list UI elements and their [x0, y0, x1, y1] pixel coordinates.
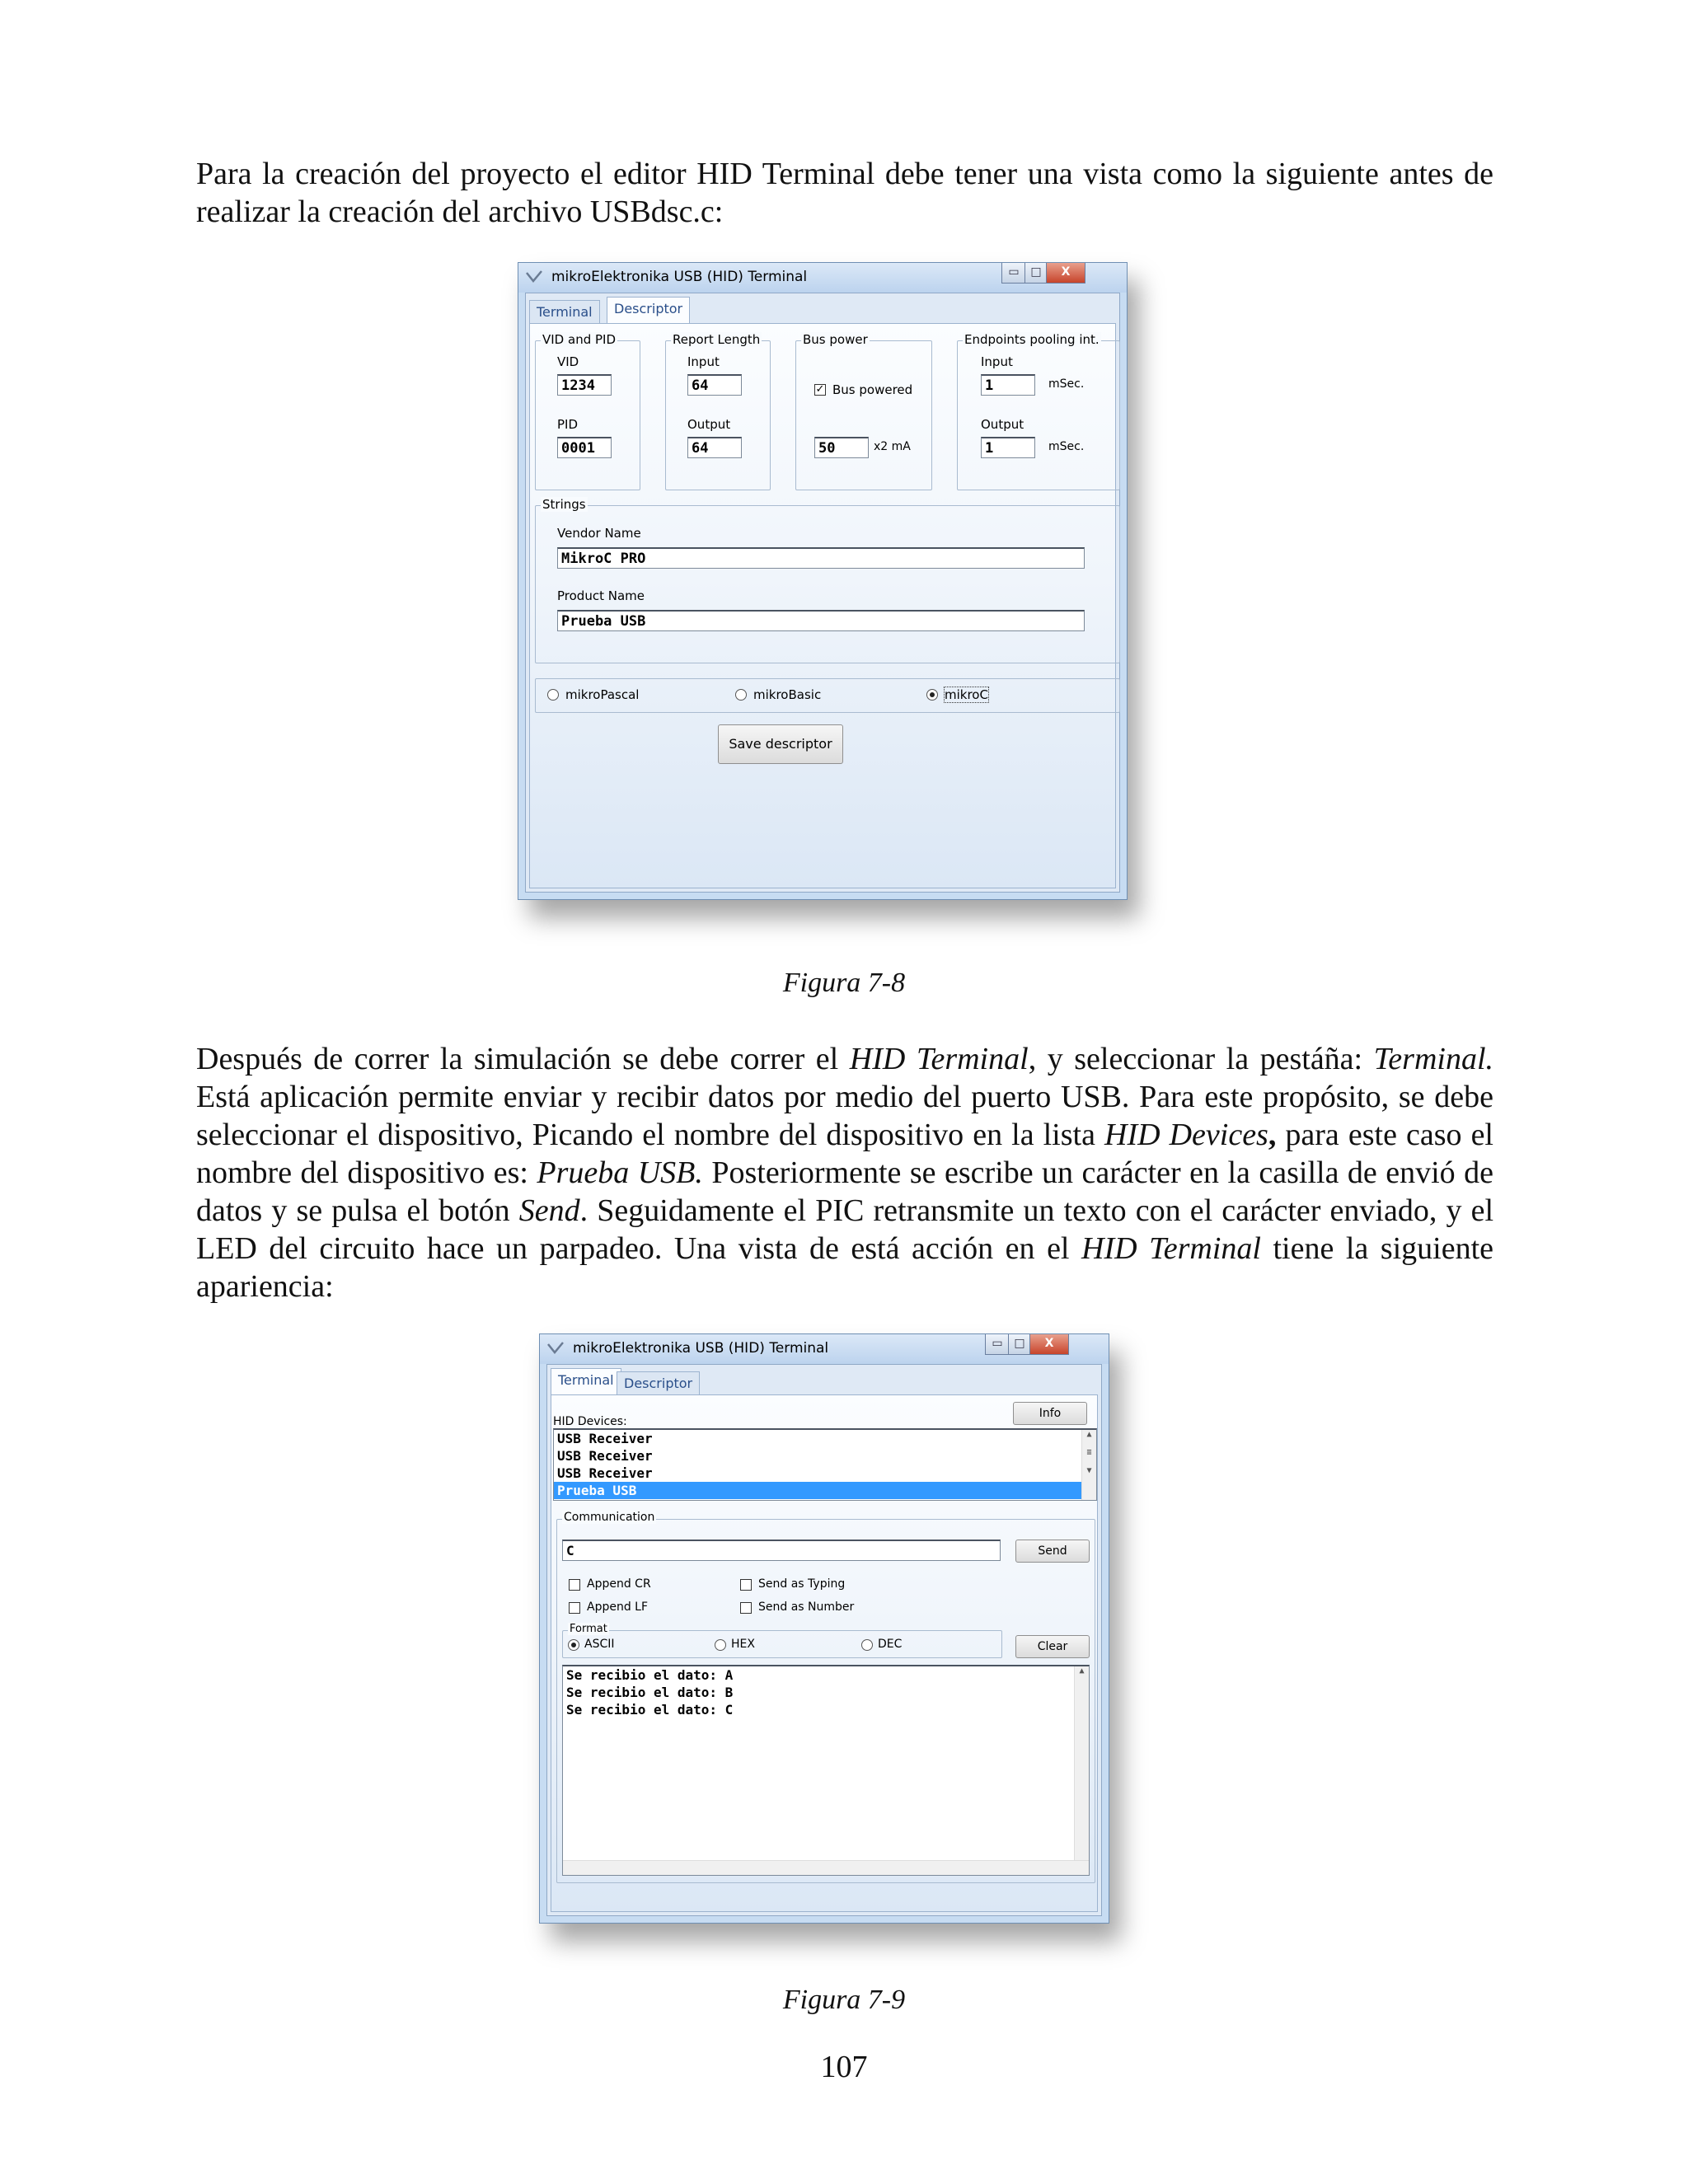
tab-descriptor[interactable]: Descriptor	[607, 297, 690, 325]
radio-dec[interactable]	[861, 1639, 873, 1651]
append-lf-checkbox[interactable]	[569, 1602, 580, 1614]
vid-label: VID	[557, 354, 579, 369]
language-group	[535, 678, 1120, 713]
pid-input[interactable]: 0001	[557, 437, 612, 458]
para-text: Después de correr la simulación se debe correr el	[196, 1042, 850, 1076]
bus-power-unit: x2 mA	[874, 440, 911, 453]
close-button[interactable]: X	[1046, 263, 1085, 284]
send-as-number-label: Send as Number	[758, 1601, 855, 1614]
append-lf-label: Append LF	[587, 1601, 649, 1614]
vid-input[interactable]: 1234	[557, 374, 612, 396]
report-length-group	[665, 332, 771, 490]
para-emphasis: HID Devices	[1104, 1118, 1268, 1152]
log-line: Se recibio el dato: A	[566, 1667, 734, 1683]
communication-group-label: Communication	[564, 1511, 655, 1524]
close-button[interactable]: X	[1029, 1334, 1069, 1355]
hid-devices-label: HID Devices:	[553, 1415, 627, 1428]
maximize-button[interactable]: □	[1025, 263, 1048, 284]
report-output-field[interactable]: 64	[687, 437, 742, 458]
list-item[interactable]: USB Receiver	[557, 1431, 653, 1446]
tab-terminal[interactable]: Terminal	[551, 1368, 621, 1396]
log-line: Se recibio el dato: B	[566, 1685, 734, 1700]
vendor-name-input[interactable]: MikroC PRO	[557, 547, 1085, 569]
append-cr-label: Append CR	[587, 1577, 651, 1591]
clear-button[interactable]: Clear	[1015, 1635, 1090, 1658]
terminal-window	[539, 1333, 1109, 1924]
label-dec: DEC	[878, 1638, 903, 1651]
label-mikrobasic: mikroBasic	[753, 687, 822, 702]
vertical-scrollbar[interactable]: ▲	[1074, 1666, 1089, 1860]
append-cr-checkbox[interactable]	[569, 1579, 580, 1591]
report-output-label: Output	[687, 417, 731, 432]
descriptor-window	[518, 262, 1128, 900]
para-emphasis: Prueba USB.	[537, 1155, 703, 1190]
horizontal-scrollbar[interactable]	[563, 1860, 1089, 1875]
bus-power-group-label: Bus power	[803, 332, 868, 347]
format-group	[562, 1623, 1002, 1658]
report-input-label: Input	[687, 354, 720, 369]
intro-paragraph: Para la creación del proyecto el editor HID Terminal debe tener una vista como la siguiente antes de realizar la creación del archivo USBdsc.c:	[196, 157, 1493, 229]
para-emphasis: HID Terminal	[849, 1042, 1029, 1076]
app-icon	[546, 1341, 565, 1356]
label-ascii: ASCII	[584, 1638, 615, 1651]
app-icon	[525, 269, 543, 284]
descriptor-panel	[529, 323, 1116, 888]
title-bar	[540, 1334, 1109, 1364]
tab-descriptor[interactable]: Descriptor	[617, 1371, 700, 1395]
send-as-typing-checkbox[interactable]	[740, 1579, 752, 1591]
send-button[interactable]: Send	[1015, 1540, 1090, 1563]
strings-group-label: Strings	[542, 497, 586, 512]
bus-powered-label: Bus powered	[832, 382, 913, 397]
label-mikropascal: mikroPascal	[565, 687, 640, 702]
window-client	[525, 293, 1120, 893]
para-text: , y seleccionar la pestáña:	[1028, 1042, 1374, 1076]
communication-group	[556, 1511, 1095, 1883]
send-as-number-checkbox[interactable]	[740, 1602, 752, 1614]
para-emphasis: Send	[518, 1193, 580, 1228]
radio-mikrobasic[interactable]	[735, 689, 747, 701]
vendor-name-label: Vendor Name	[557, 526, 641, 541]
radio-mikroc[interactable]	[926, 689, 938, 701]
para-text: . Seguidamente el PIC retransmite un texto con el carácter enviado, y el LED del circuito hace un parpadeo. Una vista de está acción en el	[196, 1193, 1494, 1266]
hid-devices-list[interactable]	[553, 1428, 1097, 1501]
radio-hex[interactable]	[715, 1639, 726, 1651]
ep-input-field[interactable]: 1	[981, 374, 1035, 396]
title-bar	[518, 263, 1127, 293]
radio-ascii[interactable]	[568, 1639, 579, 1651]
minimize-button[interactable]: ▭	[1001, 263, 1026, 284]
para-emphasis: Terminal.	[1373, 1042, 1493, 1076]
label-mikroc: mikroC	[945, 687, 988, 702]
para-text: Posteriormente se escribe un carácter en la casilla de envió de datos y se pulsa el botón	[196, 1155, 1493, 1228]
para-emphasis: HID Terminal	[1081, 1231, 1261, 1266]
figure-caption-7-8: Figura 7-8	[782, 968, 906, 998]
page-number: 107	[820, 2050, 868, 2084]
ep-output-unit: mSec.	[1048, 440, 1085, 453]
list-item[interactable]: USB Receiver	[557, 1465, 653, 1481]
endpoints-group-label: Endpoints pooling int.	[964, 332, 1100, 347]
bus-powered-checkbox[interactable]: ✓	[815, 383, 825, 396]
save-descriptor-button[interactable]: Save descriptor	[718, 724, 843, 764]
log-line: Se recibio el dato: C	[566, 1702, 734, 1718]
ep-input-label: Input	[981, 354, 1013, 369]
para-text: para este caso el nombre del dispositivo es:	[196, 1118, 1493, 1190]
list-item[interactable]: USB Receiver	[557, 1448, 653, 1464]
window-title: mikroElektronika USB (HID) Terminal	[551, 269, 808, 285]
product-name-input[interactable]: Prueba USB	[557, 610, 1085, 631]
pid-label: PID	[557, 417, 579, 432]
maximize-button[interactable]: □	[1008, 1334, 1031, 1355]
bus-power-group	[795, 332, 932, 490]
tab-terminal[interactable]: Terminal	[529, 300, 600, 324]
para-bold: ,	[1268, 1118, 1277, 1152]
info-button[interactable]: Info	[1013, 1402, 1087, 1425]
bus-power-input[interactable]: 50	[814, 437, 869, 458]
ep-input-unit: mSec.	[1048, 377, 1085, 391]
body-paragraph	[196, 1040, 1493, 1305]
vid-pid-group	[535, 332, 640, 490]
product-name-label: Product Name	[557, 588, 645, 603]
para-text: Está aplicación permite enviar y recibir datos por medio del puerto USB. Para este propósito, se debe seleccionar el dispositivo, Picando el nombre del dispositivo en la lista	[196, 1080, 1493, 1152]
label-hex: HEX	[731, 1638, 755, 1651]
terminal-panel	[551, 1394, 1098, 1912]
minimize-button[interactable]: ▭	[985, 1334, 1010, 1355]
para-text: tiene la siguiente apariencia:	[196, 1231, 1494, 1304]
send-input[interactable]: C	[562, 1540, 1001, 1561]
vertical-scrollbar[interactable]: ▲ ≡ ▼	[1081, 1430, 1096, 1500]
window-client	[546, 1364, 1102, 1916]
send-as-typing-label: Send as Typing	[758, 1577, 846, 1591]
strings-group	[535, 497, 1120, 663]
ep-output-field[interactable]: 1	[981, 437, 1035, 458]
report-length-group-label: Report Length	[673, 332, 761, 347]
figure-caption-7-9: Figura 7-9	[782, 1985, 906, 2015]
list-item-selected[interactable]: Prueba USB	[554, 1482, 1081, 1499]
endpoints-group	[957, 332, 1120, 490]
window-title: mikroElektronika USB (HID) Terminal	[573, 1340, 829, 1357]
radio-mikropascal[interactable]	[547, 689, 559, 701]
report-input-field[interactable]: 64	[687, 374, 742, 396]
received-data-log[interactable]	[562, 1665, 1090, 1876]
vid-pid-group-label: VID and PID	[542, 332, 617, 347]
ep-output-label: Output	[981, 417, 1025, 432]
format-group-label: Format	[570, 1623, 607, 1635]
